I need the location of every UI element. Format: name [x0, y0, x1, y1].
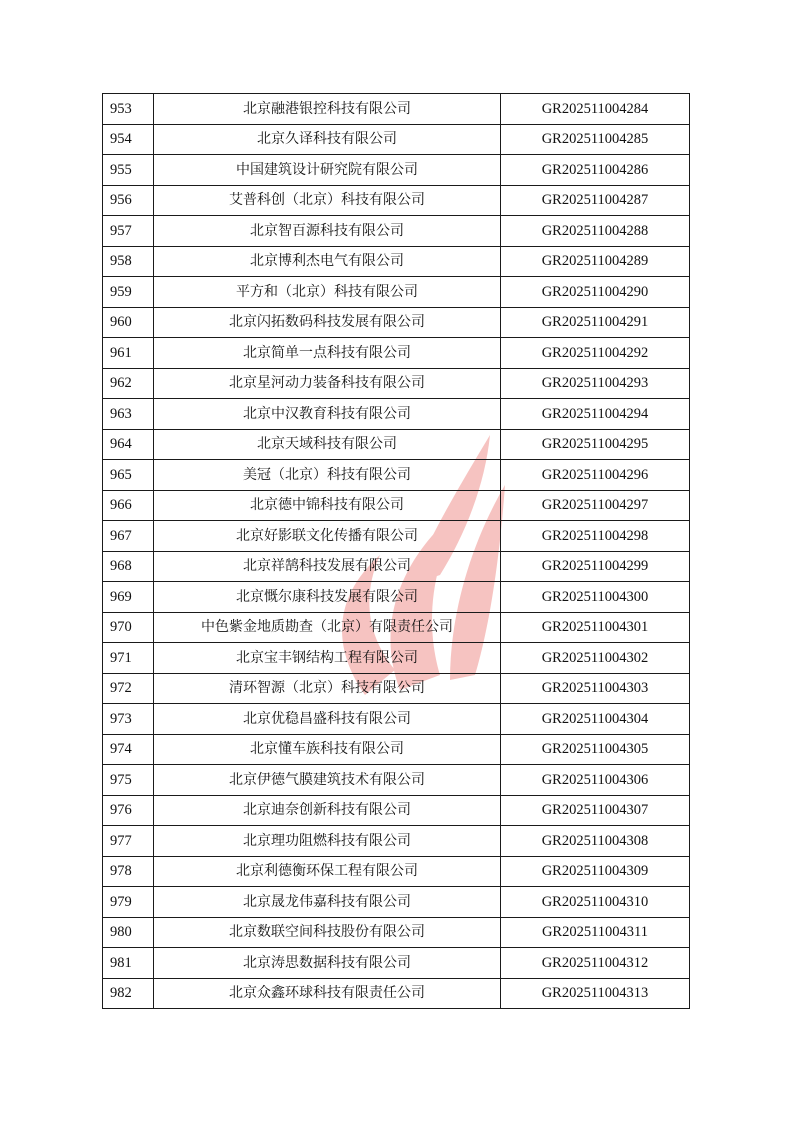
table-row	[103, 490, 690, 521]
table-row	[103, 216, 690, 247]
row-number-cell: 961	[103, 338, 154, 369]
row-number-cell: 981	[103, 948, 154, 979]
row-number-cell: 976	[103, 795, 154, 826]
row-number-cell: 964	[103, 429, 154, 460]
row-number-cell: 967	[103, 521, 154, 552]
company-name-cell: 北京众鑫环球科技有限责任公司	[154, 978, 501, 1009]
table-row	[103, 826, 690, 857]
row-number-cell: 959	[103, 277, 154, 308]
table-row	[103, 368, 690, 399]
table-row	[103, 704, 690, 735]
row-number-cell: 972	[103, 673, 154, 704]
row-number-cell: 953	[103, 94, 154, 125]
row-number-cell: 975	[103, 765, 154, 796]
row-number-cell: 978	[103, 856, 154, 887]
row-number-cell: 954	[103, 124, 154, 155]
company-name-cell: 北京星河动力装备科技有限公司	[154, 368, 501, 399]
row-number-cell: 982	[103, 978, 154, 1009]
company-name-cell: 北京好影联文化传播有限公司	[154, 521, 501, 552]
company-name-cell: 北京伊德气膜建筑技术有限公司	[154, 765, 501, 796]
table-row	[103, 673, 690, 704]
certificate-code-cell: GR202511004286	[501, 155, 690, 186]
row-number-cell: 969	[103, 582, 154, 613]
table-row	[103, 155, 690, 186]
certificate-code-cell: GR202511004295	[501, 429, 690, 460]
certificate-code-cell: GR202511004300	[501, 582, 690, 613]
company-name-cell: 北京迪奈创新科技有限公司	[154, 795, 501, 826]
company-table-body	[103, 94, 690, 1009]
table-row	[103, 734, 690, 765]
company-name-cell: 北京博利杰电气有限公司	[154, 246, 501, 277]
table-row	[103, 307, 690, 338]
table-row	[103, 765, 690, 796]
row-number-cell: 965	[103, 460, 154, 491]
certificate-code-cell: GR202511004288	[501, 216, 690, 247]
company-name-cell: 北京智百源科技有限公司	[154, 216, 501, 247]
certificate-code-cell: GR202511004289	[501, 246, 690, 277]
certificate-code-cell: GR202511004297	[501, 490, 690, 521]
table-row	[103, 551, 690, 582]
company-name-cell: 北京数联空间科技股份有限公司	[154, 917, 501, 948]
company-name-cell: 北京祥鹄科技发展有限公司	[154, 551, 501, 582]
table-row	[103, 917, 690, 948]
row-number-cell: 963	[103, 399, 154, 430]
table-row	[103, 185, 690, 216]
company-name-cell: 北京中汉教育科技有限公司	[154, 399, 501, 430]
row-number-cell: 958	[103, 246, 154, 277]
certificate-code-cell: GR202511004301	[501, 612, 690, 643]
row-number-cell: 980	[103, 917, 154, 948]
certificate-code-cell: GR202511004302	[501, 643, 690, 674]
table-row	[103, 887, 690, 918]
row-number-cell: 966	[103, 490, 154, 521]
company-name-cell: 北京宝丰钢结构工程有限公司	[154, 643, 501, 674]
company-name-cell: 北京理功阻燃科技有限公司	[154, 826, 501, 857]
certificate-code-cell: GR202511004311	[501, 917, 690, 948]
company-name-cell: 美冠（北京）科技有限公司	[154, 460, 501, 491]
certificate-code-cell: GR202511004284	[501, 94, 690, 125]
table-row	[103, 338, 690, 369]
row-number-cell: 977	[103, 826, 154, 857]
certificate-code-cell: GR202511004290	[501, 277, 690, 308]
certificate-code-cell: GR202511004310	[501, 887, 690, 918]
row-number-cell: 974	[103, 734, 154, 765]
certificate-code-cell: GR202511004303	[501, 673, 690, 704]
table-row	[103, 643, 690, 674]
certificate-code-cell: GR202511004293	[501, 368, 690, 399]
row-number-cell: 968	[103, 551, 154, 582]
company-name-cell: 北京久译科技有限公司	[154, 124, 501, 155]
certificate-code-cell: GR202511004296	[501, 460, 690, 491]
row-number-cell: 957	[103, 216, 154, 247]
table-row	[103, 612, 690, 643]
company-name-cell: 中色紫金地质勘查（北京）有限责任公司	[154, 612, 501, 643]
company-name-cell: 北京简单一点科技有限公司	[154, 338, 501, 369]
row-number-cell: 979	[103, 887, 154, 918]
certificate-code-cell: GR202511004294	[501, 399, 690, 430]
table-row	[103, 978, 690, 1009]
certificate-code-cell: GR202511004305	[501, 734, 690, 765]
company-name-cell: 北京晟龙伟嘉科技有限公司	[154, 887, 501, 918]
certificate-code-cell: GR202511004299	[501, 551, 690, 582]
table-row	[103, 582, 690, 613]
company-name-cell: 北京融港银控科技有限公司	[154, 94, 501, 125]
company-name-cell: 艾普科创（北京）科技有限公司	[154, 185, 501, 216]
row-number-cell: 970	[103, 612, 154, 643]
certificate-code-cell: GR202511004306	[501, 765, 690, 796]
company-name-cell: 北京懂车族科技有限公司	[154, 734, 501, 765]
certificate-code-cell: GR202511004304	[501, 704, 690, 735]
row-number-cell: 962	[103, 368, 154, 399]
company-name-cell: 平方和（北京）科技有限公司	[154, 277, 501, 308]
company-table	[102, 93, 690, 1009]
table-row	[103, 124, 690, 155]
row-number-cell: 960	[103, 307, 154, 338]
company-name-cell: 北京涛思数据科技有限公司	[154, 948, 501, 979]
company-name-cell: 北京利德衡环保工程有限公司	[154, 856, 501, 887]
certificate-code-cell: GR202511004291	[501, 307, 690, 338]
company-name-cell: 中国建筑设计研究院有限公司	[154, 155, 501, 186]
company-name-cell: 北京慨尔康科技发展有限公司	[154, 582, 501, 613]
certificate-code-cell: GR202511004308	[501, 826, 690, 857]
table-row	[103, 94, 690, 125]
certificate-code-cell: GR202511004298	[501, 521, 690, 552]
table-row	[103, 277, 690, 308]
table-row	[103, 460, 690, 491]
row-number-cell: 955	[103, 155, 154, 186]
certificate-code-cell: GR202511004287	[501, 185, 690, 216]
table-row	[103, 856, 690, 887]
certificate-code-cell: GR202511004307	[501, 795, 690, 826]
certificate-code-cell: GR202511004313	[501, 978, 690, 1009]
table-row	[103, 948, 690, 979]
company-name-cell: 北京闪拓数码科技发展有限公司	[154, 307, 501, 338]
table-row	[103, 399, 690, 430]
table-row	[103, 795, 690, 826]
row-number-cell: 956	[103, 185, 154, 216]
company-name-cell: 清环智源（北京）科技有限公司	[154, 673, 501, 704]
table-row	[103, 521, 690, 552]
certificate-code-cell: GR202511004292	[501, 338, 690, 369]
row-number-cell: 971	[103, 643, 154, 674]
table-row	[103, 246, 690, 277]
certificate-code-cell: GR202511004309	[501, 856, 690, 887]
company-name-cell: 北京德中锦科技有限公司	[154, 490, 501, 521]
company-name-cell: 北京优稳昌盛科技有限公司	[154, 704, 501, 735]
table-row	[103, 429, 690, 460]
certificate-code-cell: GR202511004285	[501, 124, 690, 155]
certificate-code-cell: GR202511004312	[501, 948, 690, 979]
company-name-cell: 北京天域科技有限公司	[154, 429, 501, 460]
row-number-cell: 973	[103, 704, 154, 735]
